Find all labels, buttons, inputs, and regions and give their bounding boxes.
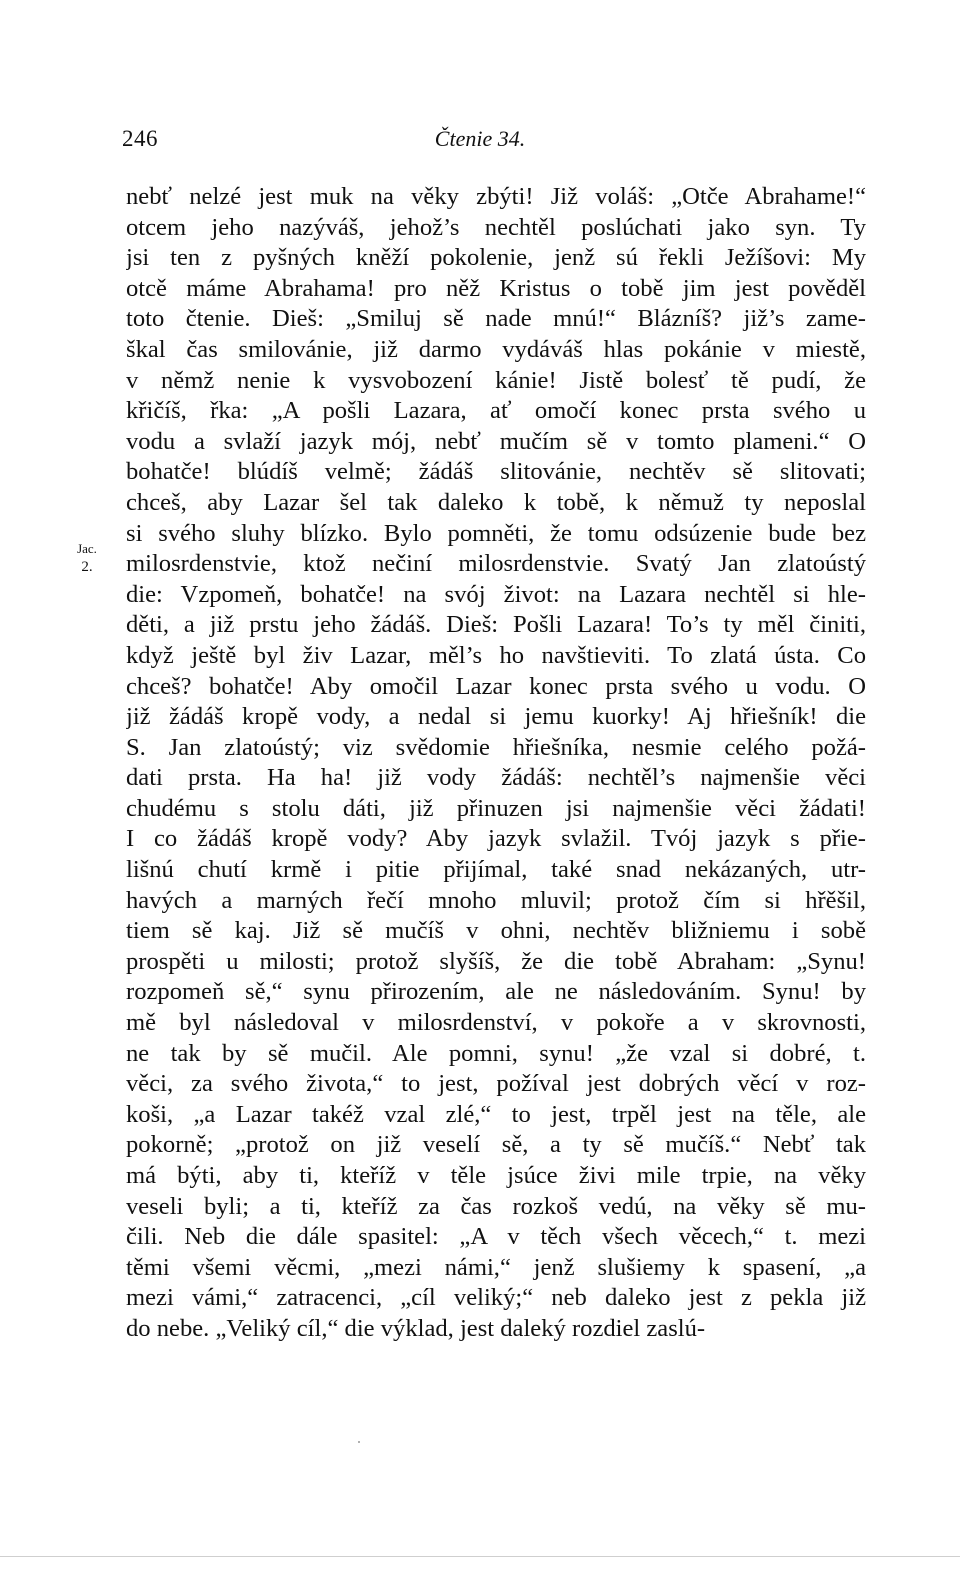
text-line: si svého sluhy blízko. Bylo pomněti, že tomu odsúzenie bude bez <box>126 519 866 547</box>
text-line: těmi všemi věcmi, „mezi námi,“ jenž slušiemy k spasení, „a <box>126 1253 866 1281</box>
text-line: chceš? bohatče! Aby omočil Lazar konec prsta svého u vodu. O <box>126 672 866 700</box>
text-line: v němž nenie k vysvobození kánie! Jistě bolesť tě pudí, že <box>126 366 866 394</box>
text-line: věci, za svého života,“ to jest, požíval jest dobrých věcí v roz- <box>126 1070 866 1098</box>
text-line: má býti, aby ti, kteříž v těle jsúce živi mile trpie, na věky <box>126 1162 866 1189</box>
text-line: otcem jeho nazýváš, jehož’s nechtěl poslúchati jako syn. Ty <box>126 213 866 241</box>
page-number: 246 <box>122 126 158 151</box>
text-line: prospěti u milosti; protož slyšíš, že die tobě Abraham: „Synu! <box>126 947 866 975</box>
text-line: čili. Neb die dále spasitel: „A v těch všech věcech,“ t. mezi <box>126 1223 866 1251</box>
text-line: havých a marných řečí mnoho mluvil; protož čím si hřěšil, <box>126 886 866 914</box>
text-line: křičíš, řka: „A pošli Lazara, ať omočí konec prsta svého u <box>126 397 866 425</box>
text-line: mezi vámi,“ zatracenci, „cíl veliký;“ neb daleko jest z pekla již <box>126 1284 866 1312</box>
text-line: milosrdenstvie, ktož nečiní milosrdenstvie. Svatý Jan zlatoústý <box>126 550 866 578</box>
text-line: tiem sě kaj. Již sě mučíš v ohni, nechtěv bližniemu i sobě <box>126 917 866 945</box>
text-line: škal čas smilovánie, již darmo vydáváš hlas pokánie v miestě, <box>126 335 866 363</box>
text-line: ne tak by sě mučil. Ale pomni, synu! „že vzal si dobré, t. <box>126 1039 866 1067</box>
text-line: S. Jan zlatoústý; viz svědomie hřiešníka, nesmie celého požá- <box>126 733 866 761</box>
text-line: chudému s stolu dáti, již přinuzen jsi najmenšie věci žádati! <box>126 794 866 822</box>
margin-reference-book: Jac. <box>77 541 97 556</box>
margin-reference-chapter: 2. <box>81 559 93 575</box>
text-line: rozpomeň sě,“ synu přirozením, ale ne následováním. Synu! by <box>126 978 866 1006</box>
scan-edge <box>0 1556 960 1557</box>
text-line: do nebe. „Veliký cíl,“ die výklad, jest daleký rozdiel zaslú- <box>126 1314 706 1342</box>
paper-speck <box>358 1441 360 1443</box>
text-line: vodu a svlaží jazyk mój, nebť mučím sě v tomto plameni.“ O <box>126 427 866 455</box>
text-line: když ještě byl živ Lazar, měl’s ho navštieviti. To zlatá ústa. Co <box>126 641 866 669</box>
text-line: chceš, aby Lazar šel tak daleko k tobě, k němuž ty neposlal <box>126 488 866 516</box>
body-text <box>126 182 866 1345</box>
text-line: otcě máme Abrahama! pro něž Kristus o tobě jim jest pověděl <box>126 274 866 302</box>
text-line: dati prsta. Ha ha! již vody žádáš: nechtěl’s najmenšie věci <box>126 764 866 792</box>
text-line: I co žádáš kropě vody? Aby jazyk svlažil. Tvój jazyk s přie- <box>126 825 866 853</box>
text-line: veseli byli; a ti, kteříž za čas rozkoš vedú, na věky sě mu- <box>126 1192 866 1220</box>
page-header <box>0 126 960 160</box>
text-line: mě byl následoval v milosrdenství, v pokoře a v skrovnosti, <box>126 1009 866 1037</box>
text-line: děti, a již prstu jeho žádáš. Dieš: Pošli Lazara! To’s ty měl činiti, <box>126 611 866 639</box>
text-line: pokorně; „protož on již veselí sě, a ty sě mučíš.“ Nebť tak <box>126 1131 866 1159</box>
text-line: lišnú chutí krmě i pitie přijímal, také snad nekázaných, utr- <box>126 856 866 884</box>
margin-reference <box>74 540 100 576</box>
running-title: Čtenie 34. <box>434 126 526 151</box>
text-line: nebť nelzé jest muk na věky zbýti! Již voláš: „Otče Abrahame!“ <box>126 183 866 210</box>
text-line: die: Vzpomeň, bohatče! na svój život: na Lazara nechtěl si hle- <box>126 580 866 608</box>
text-line: jsi ten z pyšných kněží pokolenie, jenž sú řekli Ježíšovi: My <box>126 244 866 272</box>
text-line: bohatče! blúdíš velmě; žádáš slitovánie, nechtěv sě slitovati; <box>126 458 866 486</box>
text-line: již žádáš kropě vody, a nedal si jemu kuorky! Aj hřiešník! die <box>126 703 866 731</box>
text-line: koši, „a Lazar takéž vzal zlé,“ to jest, trpěl jest na těle, ale <box>126 1100 866 1128</box>
text-line: toto čtenie. Dieš: „Smiluj sě nade mnú!“ Blázníš? již’s zame- <box>126 305 866 333</box>
